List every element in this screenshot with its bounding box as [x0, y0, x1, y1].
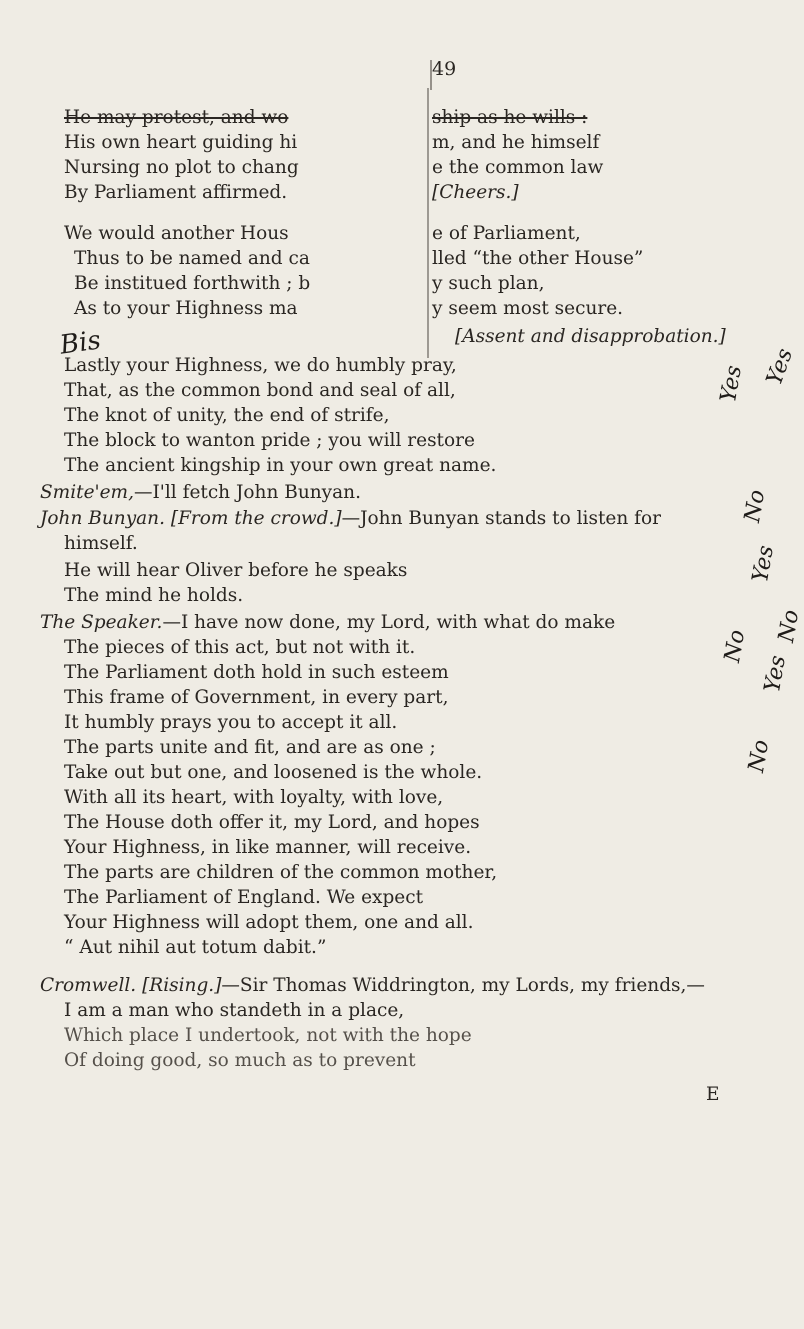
speaker-line: [40, 611, 615, 635]
signature-mark: E: [706, 1084, 720, 1105]
upper-left-line-1: He may protest, and wo: [64, 107, 289, 128]
speaker-cont-13: “ Aut nihil aut totum dabit.”: [64, 937, 327, 958]
marginalia-7: Yes: [748, 543, 780, 585]
middle-left-line-4: As to your Highness ma: [74, 298, 298, 319]
speaker-text: —I have now done, my Lord, with what do make: [162, 612, 616, 633]
upper-right-line-2: m, and he himself: [432, 132, 600, 153]
speaker-cont-11: The Parliament of England. We expect: [64, 887, 424, 908]
page-number: 49: [432, 58, 457, 80]
speaker-cont-6: Take out but one, and loosened is the whole.: [64, 762, 483, 783]
binding-gutter: [427, 88, 429, 358]
marginalia-1: Yes: [716, 363, 748, 405]
bunyan-direction: [From the crowd.]: [170, 508, 342, 529]
speaker-cont-2: The Parliament doth hold in such esteem: [64, 662, 449, 683]
cromwell-direction: [Rising.]: [142, 975, 222, 996]
stage-direction-assent: [Assent and disapprobation.]: [455, 326, 726, 347]
upper-left-line-4: By Parliament affirmed.: [64, 182, 288, 203]
bunyan-speaker: John Bunyan.: [40, 508, 165, 529]
marginalia-3: Yes: [762, 345, 799, 389]
middle-left-line-2: Thus to be named and ca: [74, 248, 310, 269]
marginalia-2: No: [740, 487, 771, 525]
middle-right-line-3: y such plan,: [432, 273, 545, 294]
middle-left-line-3: Be institued forthwith ; b: [74, 273, 311, 294]
smite-speaker: Smite'em,: [40, 482, 134, 503]
speech-line-2: That, as the common bond and seal of all,: [64, 380, 456, 401]
middle-right-line-2: lled “the other House”: [432, 248, 644, 269]
upper-right-line-1: ship as he wills :: [432, 107, 588, 128]
marginalia-8: No: [774, 607, 804, 645]
speaker-cont-4: It humbly prays you to accept it all.: [64, 712, 398, 733]
speech-line-3: The knot of unity, the end of strife,: [64, 405, 390, 426]
cromwell-cont-2: Which place I undertook, not with the hope: [64, 1025, 472, 1046]
middle-right-line-1: e of Parliament,: [432, 223, 581, 244]
cromwell-speaker: Cromwell.: [40, 975, 137, 996]
upper-left-line-3: Nursing no plot to chang: [64, 157, 299, 178]
marginalia-4: No: [720, 627, 751, 665]
speaker-cont-1: The pieces of this act, but not with it.: [64, 637, 416, 658]
speech-line-4: The block to wanton pride ; you will restore: [64, 430, 475, 451]
cromwell-cont-1: I am a man who standeth in a place,: [64, 1000, 405, 1021]
speech-line-1: Lastly your Highness, we do humbly pray,: [64, 355, 457, 376]
speaker-cont-5: The parts unite and fit, and are as one ;: [64, 737, 436, 758]
middle-right-line-4: y seem most secure.: [432, 298, 624, 319]
marginalia-6: Yes: [760, 653, 792, 695]
speaker-cont-7: With all its heart, with loyalty, with love,: [64, 787, 444, 808]
speech-line-5: The ancient kingship in your own great name.: [64, 455, 497, 476]
speaker-cont-8: The House doth offer it, my Lord, and hopes: [64, 812, 480, 833]
speaker-cont-3: This frame of Government, in every part,: [64, 687, 449, 708]
binding-gutter-top: [430, 60, 432, 90]
bunyan-cont-1: himself.: [64, 533, 138, 554]
speaker-cont-10: The parts are children of the common mother,: [64, 862, 498, 883]
smite-line: [40, 481, 361, 505]
middle-left-line-1: We would another Hous: [64, 223, 289, 244]
speaker-cont-9: Your Highness, in like manner, will receive.: [64, 837, 472, 858]
marginalia-5: No: [744, 737, 775, 775]
smite-text: —I'll fetch John Bunyan.: [133, 482, 361, 503]
upper-right-line-4: [Cheers.]: [432, 182, 519, 203]
speaker-speaker: The Speaker.: [40, 612, 163, 633]
bunyan-text: —John Bunyan stands to listen for: [341, 508, 661, 529]
cromwell-line: [40, 974, 705, 998]
cromwell-cont-3: Of doing good, so much as to prevent: [64, 1050, 416, 1071]
upper-left-line-2: His own heart guiding hi: [64, 132, 298, 153]
cromwell-text: —Sir Thomas Widdrington, my Lords, my friends,—: [221, 975, 705, 996]
margin-handwritten-note: Bis: [58, 325, 103, 361]
bunyan-cont-3: The mind he holds.: [64, 585, 244, 606]
upper-right-line-3: e the common law: [432, 157, 604, 178]
bunyan-cont-2: He will hear Oliver before he speaks: [64, 560, 408, 581]
speaker-cont-12: Your Highness will adopt them, one and all.: [64, 912, 474, 933]
bunyan-line: [40, 507, 661, 531]
